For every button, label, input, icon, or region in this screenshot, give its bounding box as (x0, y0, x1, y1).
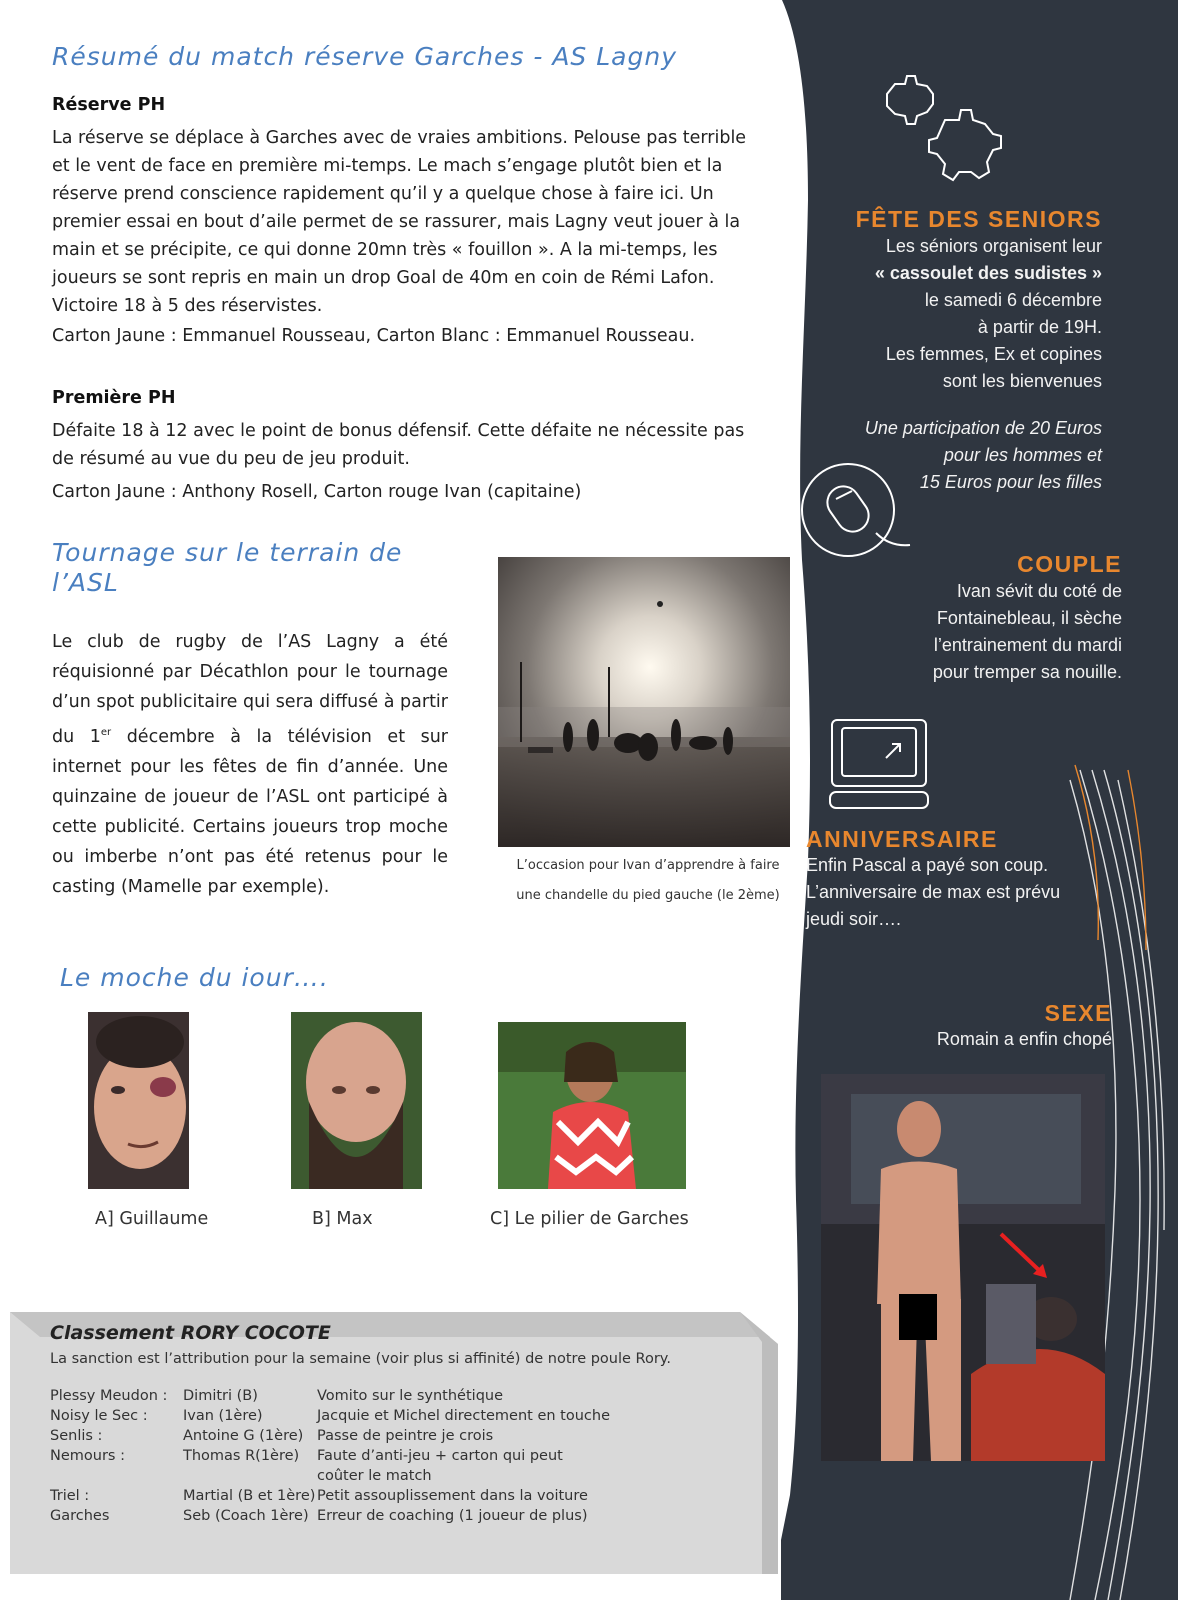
anniversaire-text: Enfin Pascal a payé son coup. L’anniversaire de max est prévu jeudi soir…. (806, 855, 1061, 929)
sexe-photo (821, 1074, 1105, 1461)
guillaume-photo (88, 1012, 189, 1189)
fete-price: Une participation de 20 Euros pour les hommes et 15 Euros pour les filles (864, 418, 1102, 492)
candidate-b-label: B] Max (312, 1209, 373, 1229)
couple-text: Ivan sévit du coté de Fontainebleau, il sèche l’entrainement du mardi pour tremper sa nouille. (932, 581, 1122, 682)
rugby-photo-caption: L’occasion pour Ivan d’apprendre à faire une chandelle du pied gauche (le 2ème) (516, 858, 780, 903)
rugby-field-photo (498, 557, 790, 847)
candidate-a-label: A] Guillaume (95, 1209, 209, 1229)
reserve-cards: Carton Jaune : Emmanuel Rousseau, Carton Blanc : Emmanuel Rousseau. (52, 326, 696, 346)
gears-icon (875, 72, 1015, 187)
sexe-text: Romain a enfin chopé (936, 1029, 1112, 1049)
premiere-heading: Première PH (52, 388, 176, 408)
premiere-text: Défaite 18 à 12 avec le point de bonus défensif. Cette défaite ne nécessite pas de résumé au vue du peu de jeu produit. (52, 421, 745, 469)
anniversaire-title: ANNIVERSAIRE (806, 826, 998, 852)
max-photo (291, 1012, 422, 1189)
classement-box (10, 1312, 778, 1574)
moche-title: Le moche du iour…. (60, 963, 329, 992)
laptop-icon (828, 716, 932, 812)
fete-text: Les séniors organisent leur « cassoulet des sudistes » le samedi 6 décembre à partir de 19H. Les femmes, Ex et copines sont les bienvenues (874, 236, 1102, 391)
pilier-photo (498, 1022, 686, 1189)
premiere-cards: Carton Jaune : Anthony Rosell, Carton rouge Ivan (capitaine) (52, 482, 582, 502)
reserve-text: La réserve se déplace à Garches avec de vraies ambitions. Pelouse pas terrible et le vent de face en première mi-temps. Le mach s’engage plutôt bien et la réserve prend conscience rapidement qu’il y a quelque chose à faire ici. Un premier essai en bout d’aile permet de se rassurer, mais Lagny veut jouer à la main et se précipite, ce qui donne 20mn très « fouillon ». A la mi-temps, les joueurs se sont repris en main un drop Goal de 40m en coin de Rémi Lafon. Victoire 18 à 5 des réservistes. (52, 128, 747, 316)
reserve-heading: Réserve PH (52, 95, 166, 115)
sexe-title: SEXE (1044, 1000, 1112, 1026)
classement-subtitle: La sanction est l’attribution pour la semaine (voir plus si affinité) de notre poule Rory. (50, 1351, 671, 1367)
fete-title: FÊTE DES SENIORS (855, 206, 1102, 232)
tournage-text: Le club de rugby de l’AS Lagny a été réquisionné par Décathlon pour le tournage d’un spot publicitaire qui sera diffusé à partir du 1er décembre à la télévision et sur internet pour les fêtes de fin d’année. Une quinzaine de joueur de l’ASL ont participé à cette publicité. Certains joueurs trop moche ou imberbe n’ont pas été retenus pour le casting (Mamelle par exemple). (52, 632, 449, 898)
tournage-title: Tournage sur le terrain de l’ASL (52, 538, 403, 597)
classement-title: Classement RORY COCOTE (50, 1322, 331, 1344)
classement-table: Plessy Meudon : Dimitri (B) Vomito sur le synthétique Noisy le Sec : Ivan (1ère) Jacquie et Michel directement en touche Senlis : Antoine G (1ère) Passe de peintre je crois Nemours : Thomas R(1ère) Faute d’anti-jeu + carton qui peut coûter le match Triel : Martial (B et 1ère) Petit assouplissement dans la voiture Garches Seb (Coach 1ère) Erreur de coaching (1 joueur de plus) (50, 1388, 611, 1524)
couple-title: COUPLE (1017, 551, 1122, 577)
match-summary-title: Résumé du match réserve Garches - AS Lagny (52, 42, 677, 71)
candidate-c-label: C] Le pilier de Garches (490, 1209, 689, 1229)
mouse-icon (798, 455, 918, 565)
